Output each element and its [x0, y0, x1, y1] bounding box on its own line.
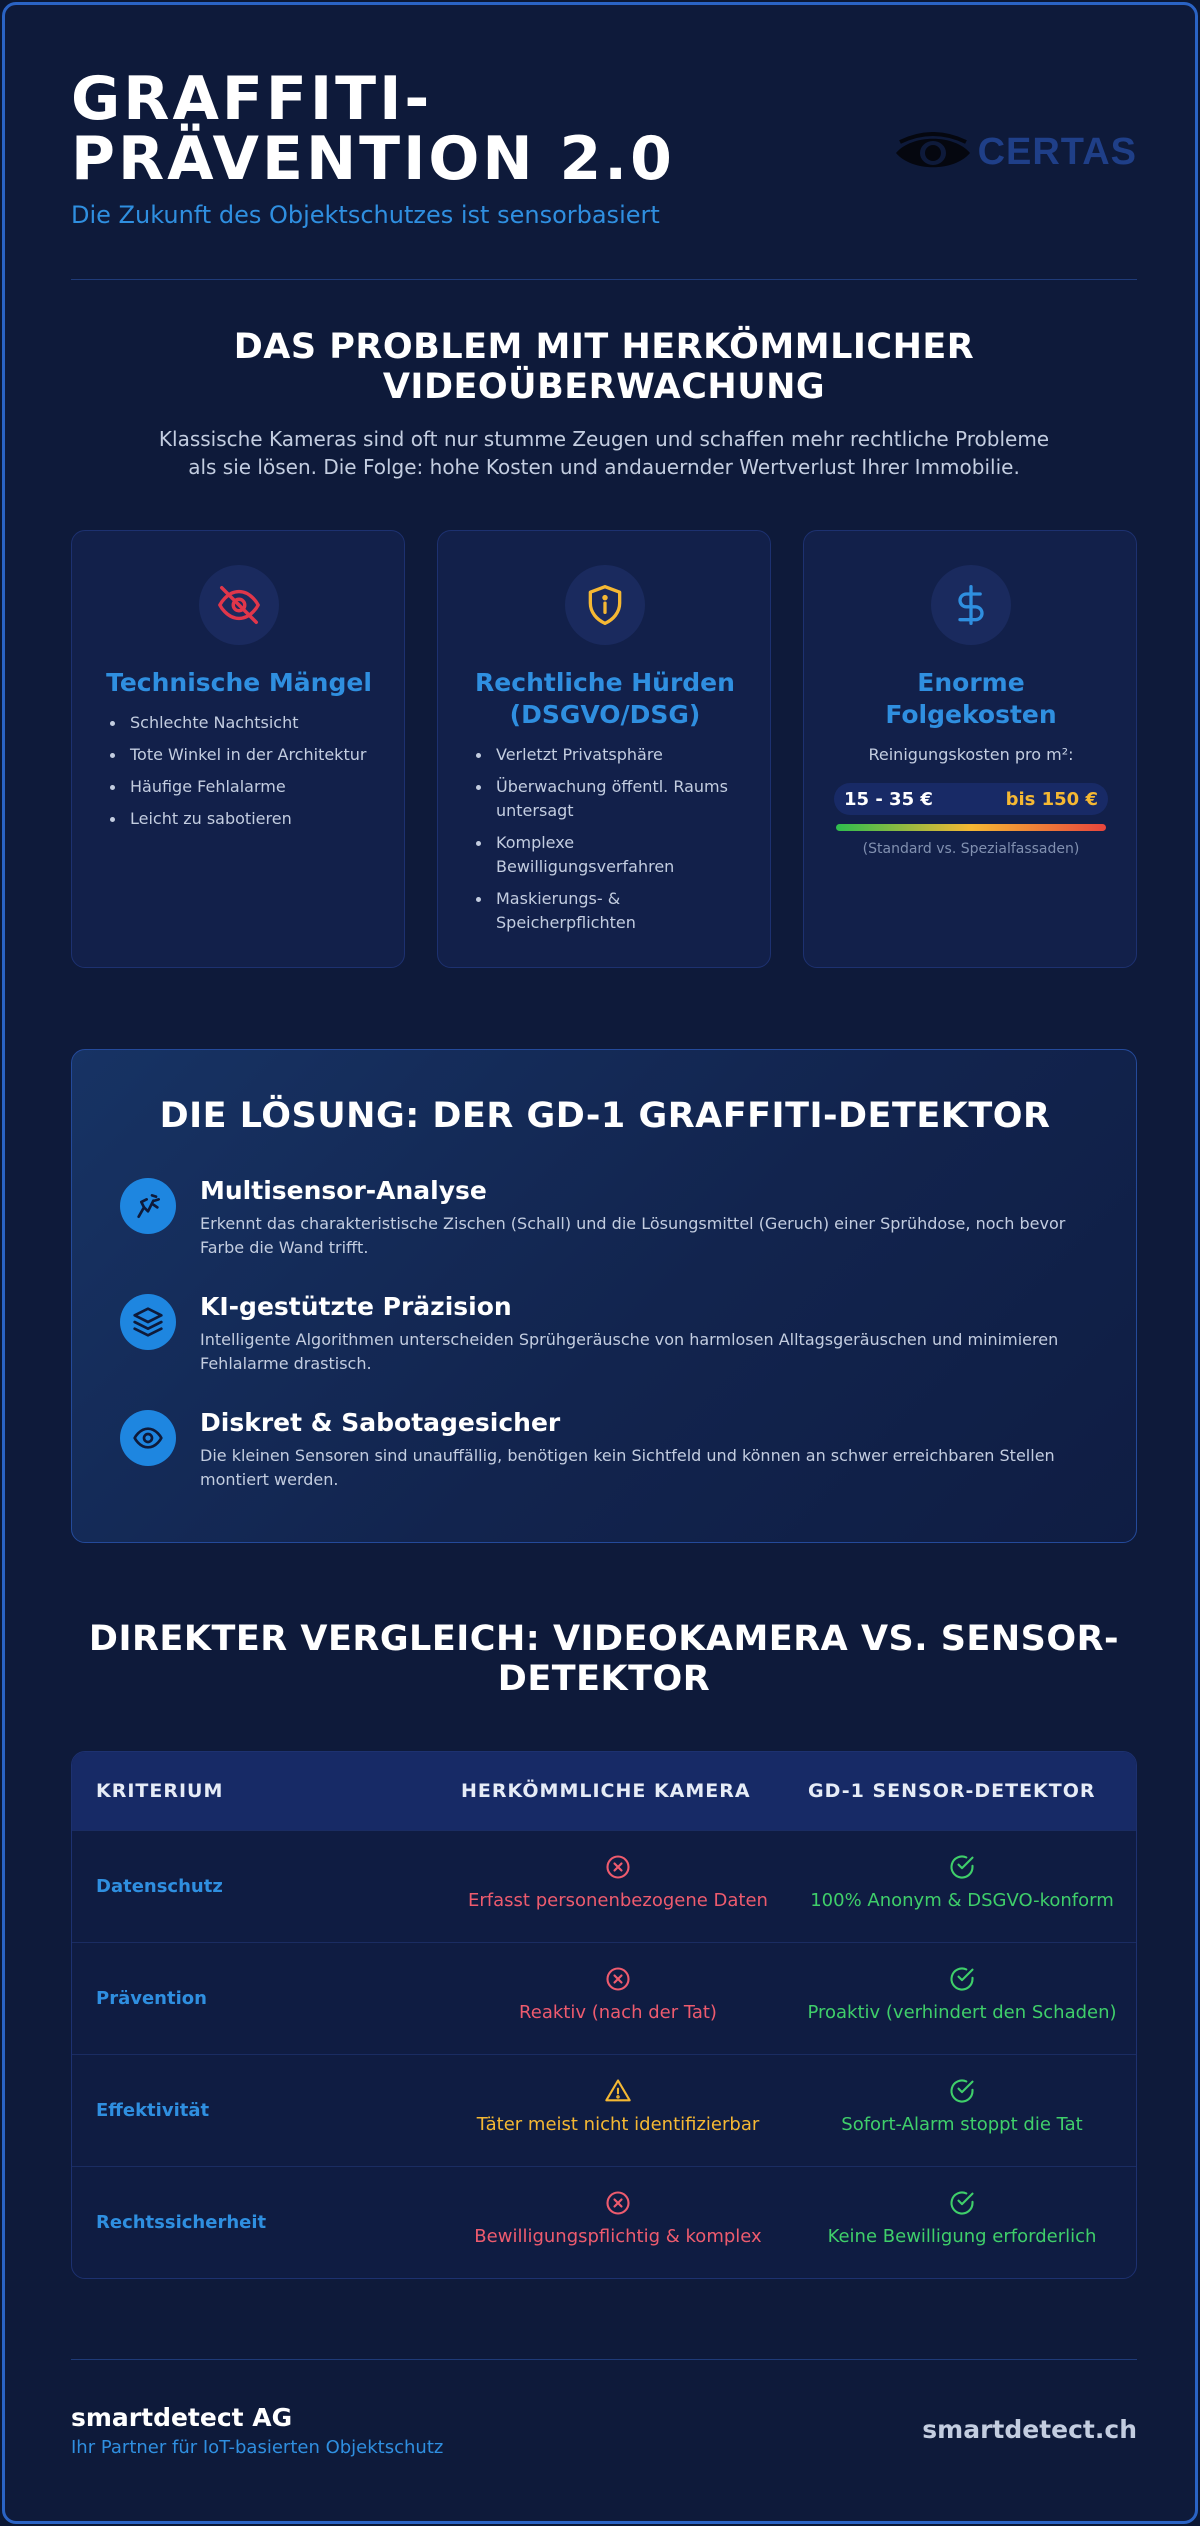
problem-card-legal	[437, 530, 771, 968]
table-row	[72, 1942, 1137, 2055]
problem-card-costs	[803, 530, 1137, 968]
sensor-cell	[790, 2189, 1134, 2249]
layers-icon	[132, 1306, 164, 1338]
problem-title: DAS PROBLEM MIT HERKÖMMLICHER VIDEOÜBERWACHUNG	[233, 327, 975, 407]
x-circle-icon	[604, 2189, 632, 2217]
problem-lead: Klassische Kameras sind oft nur stumme Zeugen und schaffen mehr rechtliche Probleme als sie lösen. Die Folge: hohe Kosten und andauernder Wertverlust Ihrer Immobilie.	[158, 427, 1050, 479]
card-list	[474, 743, 754, 943]
sensor-value: Proaktiv (verhindert den Schaden)	[807, 2002, 1117, 2023]
cost-note: (Standard vs. Spezialfassaden)	[862, 841, 1080, 857]
sensor-cell	[790, 2077, 1134, 2137]
table-row	[72, 2166, 1137, 2279]
column-header-camera: HERKÖMMLICHE KAMERA	[461, 1780, 751, 1802]
sensor-value: 100% Anonym & DSGVO-konform	[810, 1890, 1114, 1911]
row-label: Datenschutz	[96, 1876, 223, 1897]
camera-cell	[446, 1853, 790, 1913]
card-icon-circle	[199, 565, 279, 645]
check-circle-icon	[948, 2189, 976, 2217]
spray-icon	[132, 1190, 164, 1222]
table-row	[72, 1830, 1137, 1943]
cost-range	[834, 783, 1108, 815]
logo-text: CERTAS	[977, 131, 1137, 173]
list-item: Leicht zu sabotieren	[108, 807, 388, 831]
camera-value: Erfasst personenbezogene Daten	[468, 1890, 768, 1911]
x-circle-icon	[604, 1853, 632, 1881]
table-header	[72, 1752, 1137, 1830]
row-label: Prävention	[96, 1988, 207, 2009]
card-title: Rechtliche Hürden (DSGVO/DSG)	[475, 668, 735, 729]
camera-cell	[446, 1965, 790, 2025]
solution-title: DIE LÖSUNG: DER GD-1 GRAFFITI-DETEKTOR	[159, 1096, 1051, 1136]
card-title: Enorme Folgekosten	[885, 668, 1057, 729]
eye-off-icon	[216, 582, 262, 628]
divider	[71, 2359, 1137, 2360]
eye-icon	[132, 1422, 164, 1454]
list-item: Tote Winkel in der Architektur	[108, 743, 388, 767]
card-icon-circle	[931, 565, 1011, 645]
sensor-value: Keine Bewilligung erforderlich	[827, 2226, 1097, 2247]
divider	[71, 279, 1137, 280]
check-circle-icon	[948, 1965, 976, 1993]
title-line-2: PRÄVENTION 2.0	[71, 124, 675, 194]
card-list	[108, 711, 388, 839]
comparison-title: DIREKTER VERGLEICH: VIDEOKAMERA VS. SENSOR-DETEKTOR	[88, 1619, 1120, 1699]
row-label: Rechtssicherheit	[96, 2212, 267, 2233]
card-icon-circle	[565, 565, 645, 645]
card-title: Technische Mängel	[106, 668, 372, 697]
cost-gradient-bar	[836, 824, 1106, 831]
page-subtitle: Die Zukunft des Objektschutzes ist sensorbasiert	[71, 201, 660, 229]
footer-website-link[interactable]: smartdetect.ch	[922, 2415, 1137, 2444]
check-circle-icon	[948, 1853, 976, 1881]
column-header-sensor: GD-1 SENSOR-DETEKTOR	[808, 1780, 1096, 1802]
page-title	[71, 64, 771, 194]
footer-tagline: Ihr Partner für IoT-basierten Objektschutz	[71, 2437, 444, 2458]
list-item: Maskierungs- & Speicherpflichten	[474, 887, 754, 935]
column-header-criterion: KRITERIUM	[96, 1780, 224, 1802]
dollar-icon	[949, 583, 993, 627]
check-circle-icon	[948, 2077, 976, 2105]
list-item: Verletzt Privatsphäre	[474, 743, 754, 767]
list-item: Schlechte Nachtsicht	[108, 711, 388, 735]
problem-card-technical	[71, 530, 405, 968]
feature-text: Erkennt das charakteristische Zischen (Schall) und die Lösungsmittel (Geruch) einer Sprühdose, noch bevor Farbe die Wand trifft.	[200, 1214, 1066, 1257]
feature-title: KI-gestützte Präzision	[200, 1292, 512, 1321]
solution-panel	[71, 1049, 1137, 1543]
camera-value: Täter meist nicht identifizierbar	[476, 2114, 760, 2135]
list-item: Komplexe Bewilligungsverfahren	[474, 831, 754, 879]
feature-icon-circle	[120, 1294, 176, 1350]
camera-cell	[446, 2077, 790, 2137]
feature-icon-circle	[120, 1410, 176, 1466]
comparison-table	[71, 1751, 1137, 2279]
x-circle-icon	[604, 1965, 632, 1993]
shield-info-icon	[583, 583, 627, 627]
camera-value: Bewilligungspflichtig & komplex	[474, 2226, 762, 2247]
feature-text: Die kleinen Sensoren sind unauffällig, benötigen kein Sichtfeld und können an schwer erreichbaren Stellen montiert werden.	[200, 1446, 1055, 1489]
cost-label: Reinigungskosten pro m²:	[868, 745, 1074, 764]
feature-title: Diskret & Sabotagesicher	[200, 1408, 561, 1437]
title-line-1: GRAFFITI-	[71, 64, 433, 134]
feature-title: Multisensor-Analyse	[200, 1176, 487, 1205]
eye-icon	[894, 132, 972, 174]
footer-company: smartdetect AG	[71, 2403, 293, 2432]
sensor-cell	[790, 1965, 1134, 2025]
page-frame	[2, 2, 1198, 2524]
list-item: Häufige Fehlalarme	[108, 775, 388, 799]
list-item: Überwachung öffentl. Raums untersagt	[474, 775, 754, 823]
feature-icon-circle	[120, 1178, 176, 1234]
row-label: Effektivität	[96, 2100, 210, 2121]
table-row	[72, 2054, 1137, 2167]
warning-icon	[604, 2077, 632, 2105]
cost-low: 15 - 35 €	[844, 788, 933, 810]
sensor-value: Sofort-Alarm stoppt die Tat	[841, 2114, 1083, 2135]
feature-text: Intelligente Algorithmen unterscheiden Sprühgeräusche von harmlosen Alltagsgeräuschen und minimieren Fehlalarme drastisch.	[200, 1330, 1059, 1373]
camera-cell	[446, 2189, 790, 2249]
camera-value: Reaktiv (nach der Tat)	[519, 2002, 717, 2023]
cost-high: bis 150 €	[1005, 788, 1098, 810]
sensor-cell	[790, 1853, 1134, 1913]
certas-logo	[894, 131, 1137, 174]
